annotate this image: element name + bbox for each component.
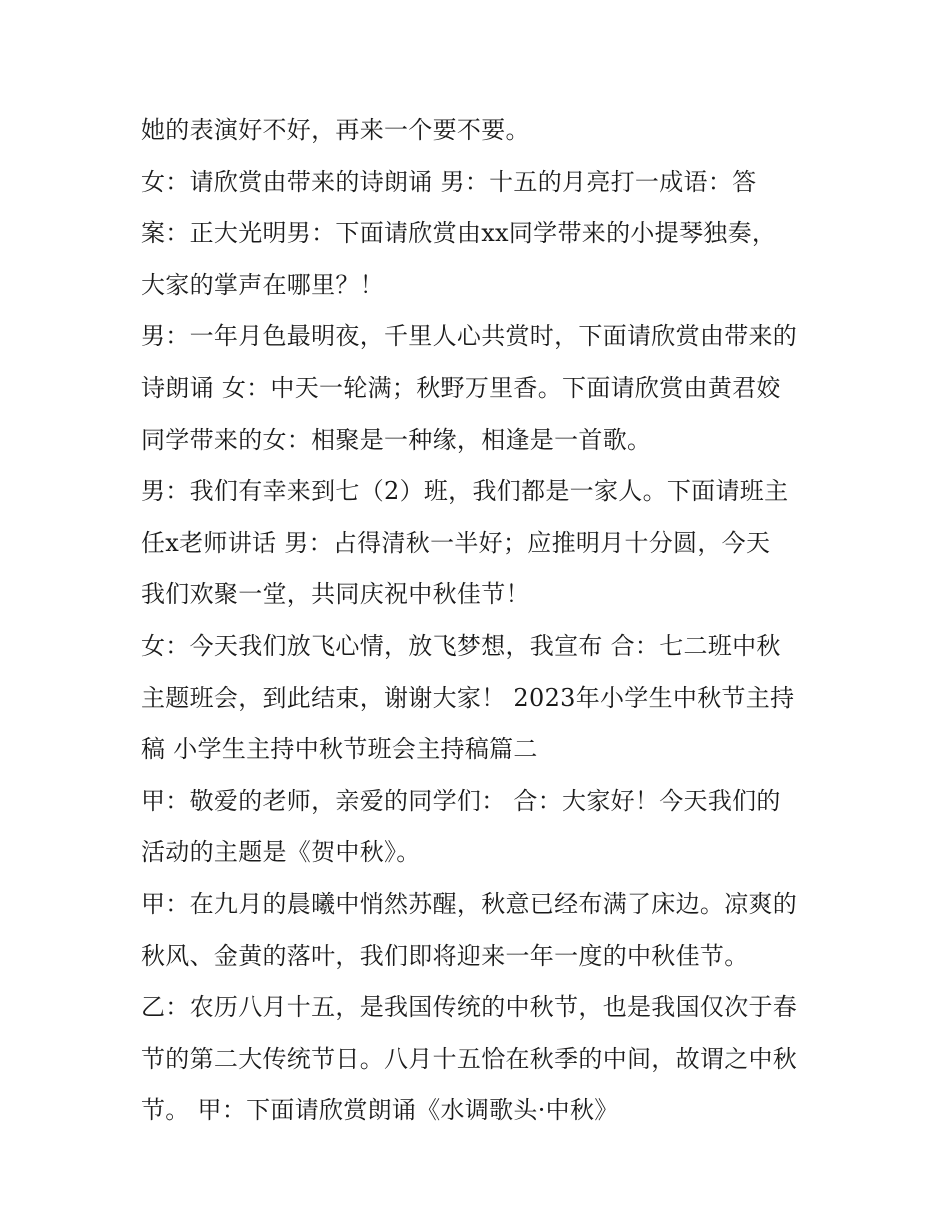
text-line: 女：请欣赏由带来的诗朗诵 男：十五的月亮打一成语：答 (141, 167, 757, 196)
text-line: 活动的主题是《贺中秋》。 (141, 838, 421, 867)
document-body (141, 105, 831, 1137)
text-line: 我们欢聚一堂，共同庆祝中秋佳节！ (141, 580, 530, 609)
text-line: 同学带来的女：相聚是一种缘，相逢是一首歌。 (141, 425, 652, 454)
text-line: 她的表演好不好，再来一个要不要。 (141, 116, 530, 144)
text-line: 主题班会，到此结束，谢谢大家！ 2023年小学生中秋节主持 (141, 683, 795, 712)
text-line: 节。 甲：下面请欣赏朗诵《水调歌头·中秋》 (141, 1096, 619, 1125)
text-line: 男：一年月色最明夜，千里人心共赏时，下面请欣赏由带来的 (141, 322, 798, 351)
text-line: 稿 小学生主持中秋节班会主持稿篇二 (141, 735, 538, 764)
text-line: 女：今天我们放飞心情，放飞梦想，我宣布 合：七二班中秋 (141, 631, 781, 660)
text-line: 乙：农历八月十五，是我国传统的中秋节，也是我国仅次于春 (141, 993, 798, 1022)
text-line: 案：正大光明男：下面请欣赏由xx同学带来的小提琴独奏， (141, 219, 777, 248)
text-line: 节的第二大传统节日。八月十五恰在秋季的中间，故谓之中秋 (141, 1044, 798, 1073)
text-line: 秋风、金黄的落叶，我们即将迎来一年一度的中秋佳节。 (141, 941, 749, 970)
text-line: 诗朗诵 女：中天一轮满；秋野万里香。下面请欣赏由黄君姣 (141, 373, 781, 402)
text-line: 男：我们有幸来到七（2）班，我们都是一家人。下面请班主 (141, 477, 789, 506)
text-line: 甲：在九月的晨曦中悄然苏醒，秋意已经布满了床边。凉爽的 (141, 889, 798, 918)
text-line: 大家的掌声在哪里？！ (141, 270, 384, 299)
text-line: 甲：敬爱的老师，亲爱的同学们： 合：大家好！今天我们的 (141, 786, 781, 815)
text-line: 任x老师讲话 男：占得清秋一半好；应推明月十分圆，今天 (141, 528, 771, 557)
